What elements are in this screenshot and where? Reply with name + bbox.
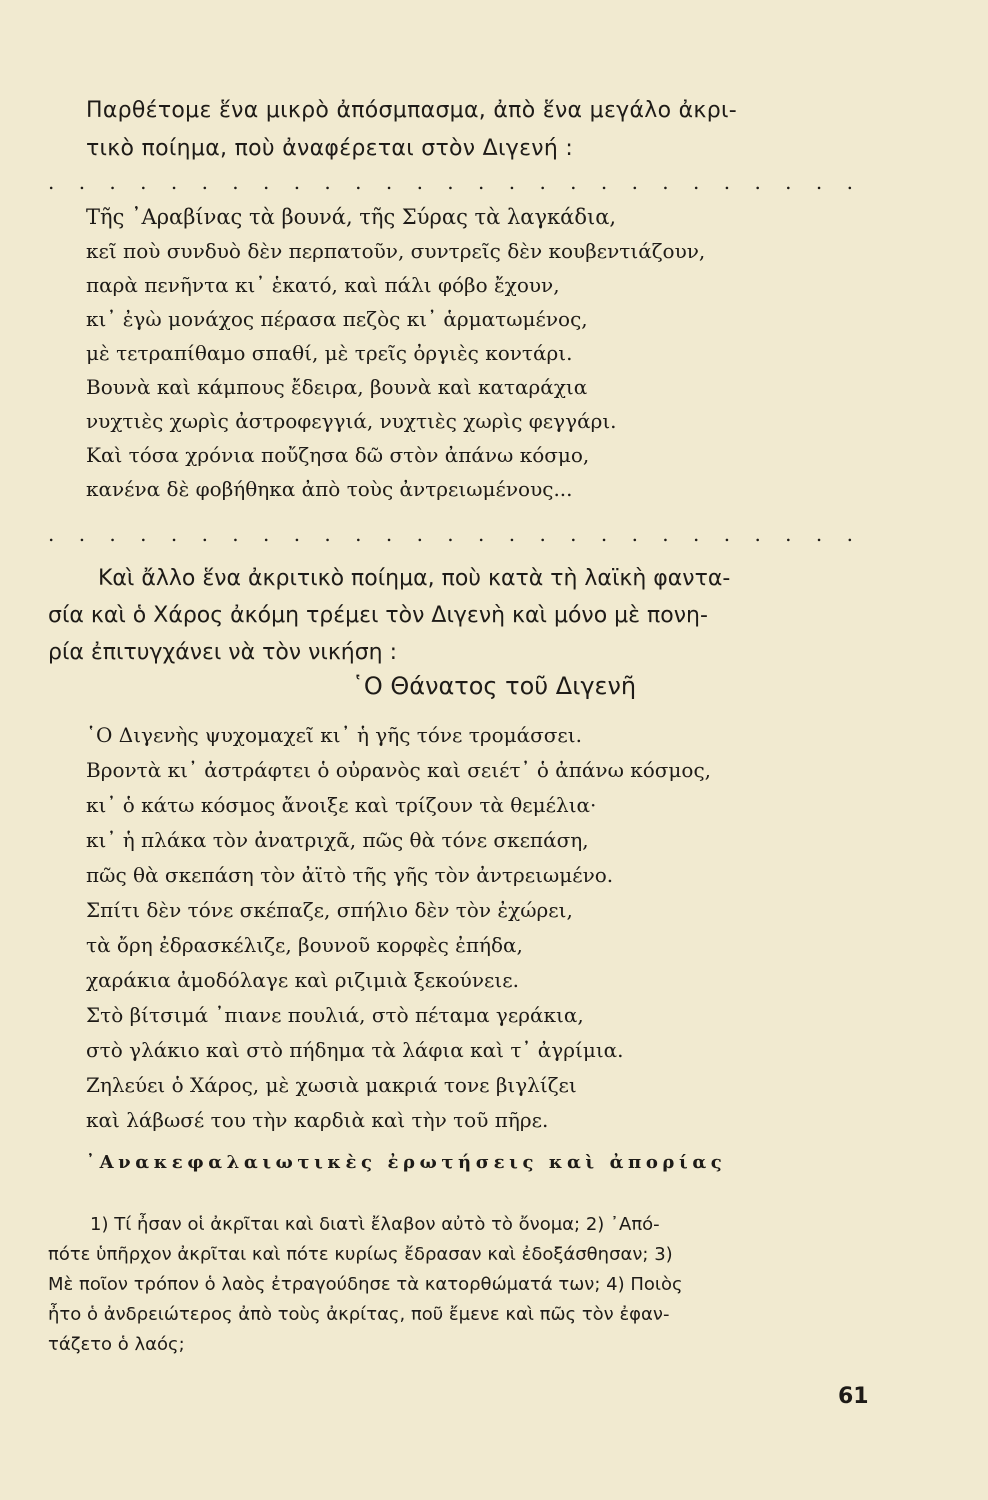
separator-top: . . . . . . . . . . . . . . . . . . . . . . . . . . . bbox=[48, 170, 862, 194]
poem-line: καὶ λάβωσέ του τὴν καρδιὰ καὶ τὴν τοῦ πῆρε. bbox=[86, 1108, 549, 1132]
poem-line: κι᾿ ἐγὼ μονάχος πέρασα πεζὸς κι᾿ ἁρματωμένος, bbox=[86, 307, 588, 331]
poem-line: στὸ γλάκιο καὶ στὸ πήδημα τὰ λάφια καὶ τ᾿ ἀγρίμια. bbox=[86, 1038, 624, 1062]
question-line: ἦτο ὁ ἀνδρειώτερος ἀπὸ τοὺς ἀκρίτας, ποῦ ἔμενε καὶ πῶς τὸν ἐφαν- bbox=[48, 1304, 670, 1325]
poem-line: πῶς θὰ σκεπάση τὸν ἀϊτὸ τῆς γῆς τὸν ἀντρειωμένο. bbox=[86, 863, 614, 887]
intro-line: Παρθέτομε ἕνα μικρὸ ἀπόσμπασμα, ἀπὸ ἕνα μεγάλο ἀκρι- bbox=[86, 98, 737, 123]
intro-line: τικὸ ποίημα, ποὺ ἀναφέρεται στὸν Διγενή : bbox=[86, 136, 574, 161]
page-number: 61 bbox=[838, 1384, 869, 1409]
poem-line: κι᾿ ἡ πλάκα τὸν ἀνατριχᾶ, πῶς θὰ τόνε σκεπάση, bbox=[86, 828, 589, 852]
review-questions-heading: ᾿Ανακεφαλαιωτικὲς ἐρωτήσεις καὶ ἀπορίας bbox=[86, 1152, 727, 1173]
separator-bottom: . . . . . . . . . . . . . . . . . . . . . . . . . . . bbox=[48, 522, 862, 546]
poem-line: κι᾿ ὁ κάτω κόσμος ἄνοιξε καὶ τρίζουν τὰ θεμέλια· bbox=[86, 793, 597, 817]
poem-line: Τῆς ᾿Αραβίνας τὰ βουνά, τῆς Σύρας τὰ λαγκάδια, bbox=[86, 205, 617, 229]
question-line: 1) Τί ἦσαν οἱ ἀκρῖται καὶ διατὶ ἔλαβον αὐτὸ τὸ ὄνομα; 2) ᾿Από- bbox=[90, 1214, 660, 1235]
question-line: πότε ὑπῆρχον ἀκρῖται καὶ πότε κυρίως ἔδρασαν καὶ ἐδοξάσθησαν; 3) bbox=[48, 1244, 673, 1265]
poem-line: κανένα δὲ φοβήθηκα ἀπὸ τοὺς ἀντρειωμένους... bbox=[86, 477, 573, 501]
poem-line: Βουνὰ καὶ κάμπους ἔδειρα, βουνὰ καὶ καταράχια bbox=[86, 375, 588, 399]
poem-line: παρὰ πενῆντα κι᾿ ἑκατό, καὶ πάλι φόβο ἔχουν, bbox=[86, 273, 560, 297]
poem-line: ῾Ο Διγενὴς ψυχομαχεῖ κι᾿ ἡ γῆς τόνε τρομάσσει. bbox=[86, 723, 582, 747]
poem-line: κεῖ ποὺ συνδυὸ δὲν περπατοῦν, συντρεῖς δὲν κουβεντιάζουν, bbox=[86, 239, 706, 263]
poem-line: Σπίτι δὲν τόνε σκέπαζε, σπήλιο δὲν τὸν ἐχώρει, bbox=[86, 898, 573, 922]
poem-line: Βροντὰ κι᾿ ἀστράφτει ὁ οὐρανὸς καὶ σειέτ᾿ ὁ ἀπάνω κόσμος, bbox=[86, 758, 712, 782]
second-intro-paragraph bbox=[48, 560, 888, 671]
poem-line: νυχτιὲς χωρὶς ἀστροφεγγιά, νυχτιὲς χωρὶς φεγγάρι. bbox=[86, 409, 617, 433]
intro-paragraph bbox=[86, 92, 908, 168]
question-line: Μὲ ποῖον τρόπον ὁ λαὸς ἐτραγούδησε τὰ κατορθώματά των; 4) Ποιὸς bbox=[48, 1274, 683, 1295]
review-questions-text bbox=[48, 1210, 888, 1360]
intro2-line: σία καὶ ὁ Χάρος ἀκόμη τρέμει τὸν Διγενὴ καὶ μόνο μὲ πονη- bbox=[48, 603, 708, 628]
poem-line: Στὸ βίτσιμά ᾿πιανε πουλιά, στὸ πέταμα γεράκια, bbox=[86, 1003, 584, 1027]
intro2-line: ρία ἐπιτυγχάνει νὰ τὸν νικήση : bbox=[48, 640, 398, 665]
poem-title: ῾Ο Θάνατος τοῦ Διγενῆ bbox=[351, 672, 637, 700]
poem-death-of-digenis bbox=[86, 718, 711, 1138]
poem-line: μὲ τετραπίθαμο σπαθί, μὲ τρεῖς ὀργιὲς κοντάρι. bbox=[86, 341, 573, 365]
question-line: τάζετο ὁ λαός; bbox=[48, 1334, 185, 1355]
poem-line: Ζηλεύει ὁ Χάρος, μὲ χωσιὰ μακριά τονε βιγλίζει bbox=[86, 1073, 577, 1097]
poem-line: χαράκια ἀμοδόλαγε καὶ ριζιμιὰ ξεκούνειε. bbox=[86, 968, 519, 992]
poem-line: Καὶ τόσα χρόνια ποὔζησα δῶ στὸν ἀπάνω κόσμο, bbox=[86, 443, 590, 467]
intro2-line: Καὶ ἄλλο ἕνα ἀκριτικὸ ποίημα, ποὺ κατὰ τὴ λαϊκὴ φαντα- bbox=[98, 566, 731, 591]
poem-line: τὰ ὄρη ἐδρασκέλιζε, βουνοῦ κορφὲς ἐπήδα, bbox=[86, 933, 523, 957]
poem-excerpt bbox=[86, 200, 705, 506]
